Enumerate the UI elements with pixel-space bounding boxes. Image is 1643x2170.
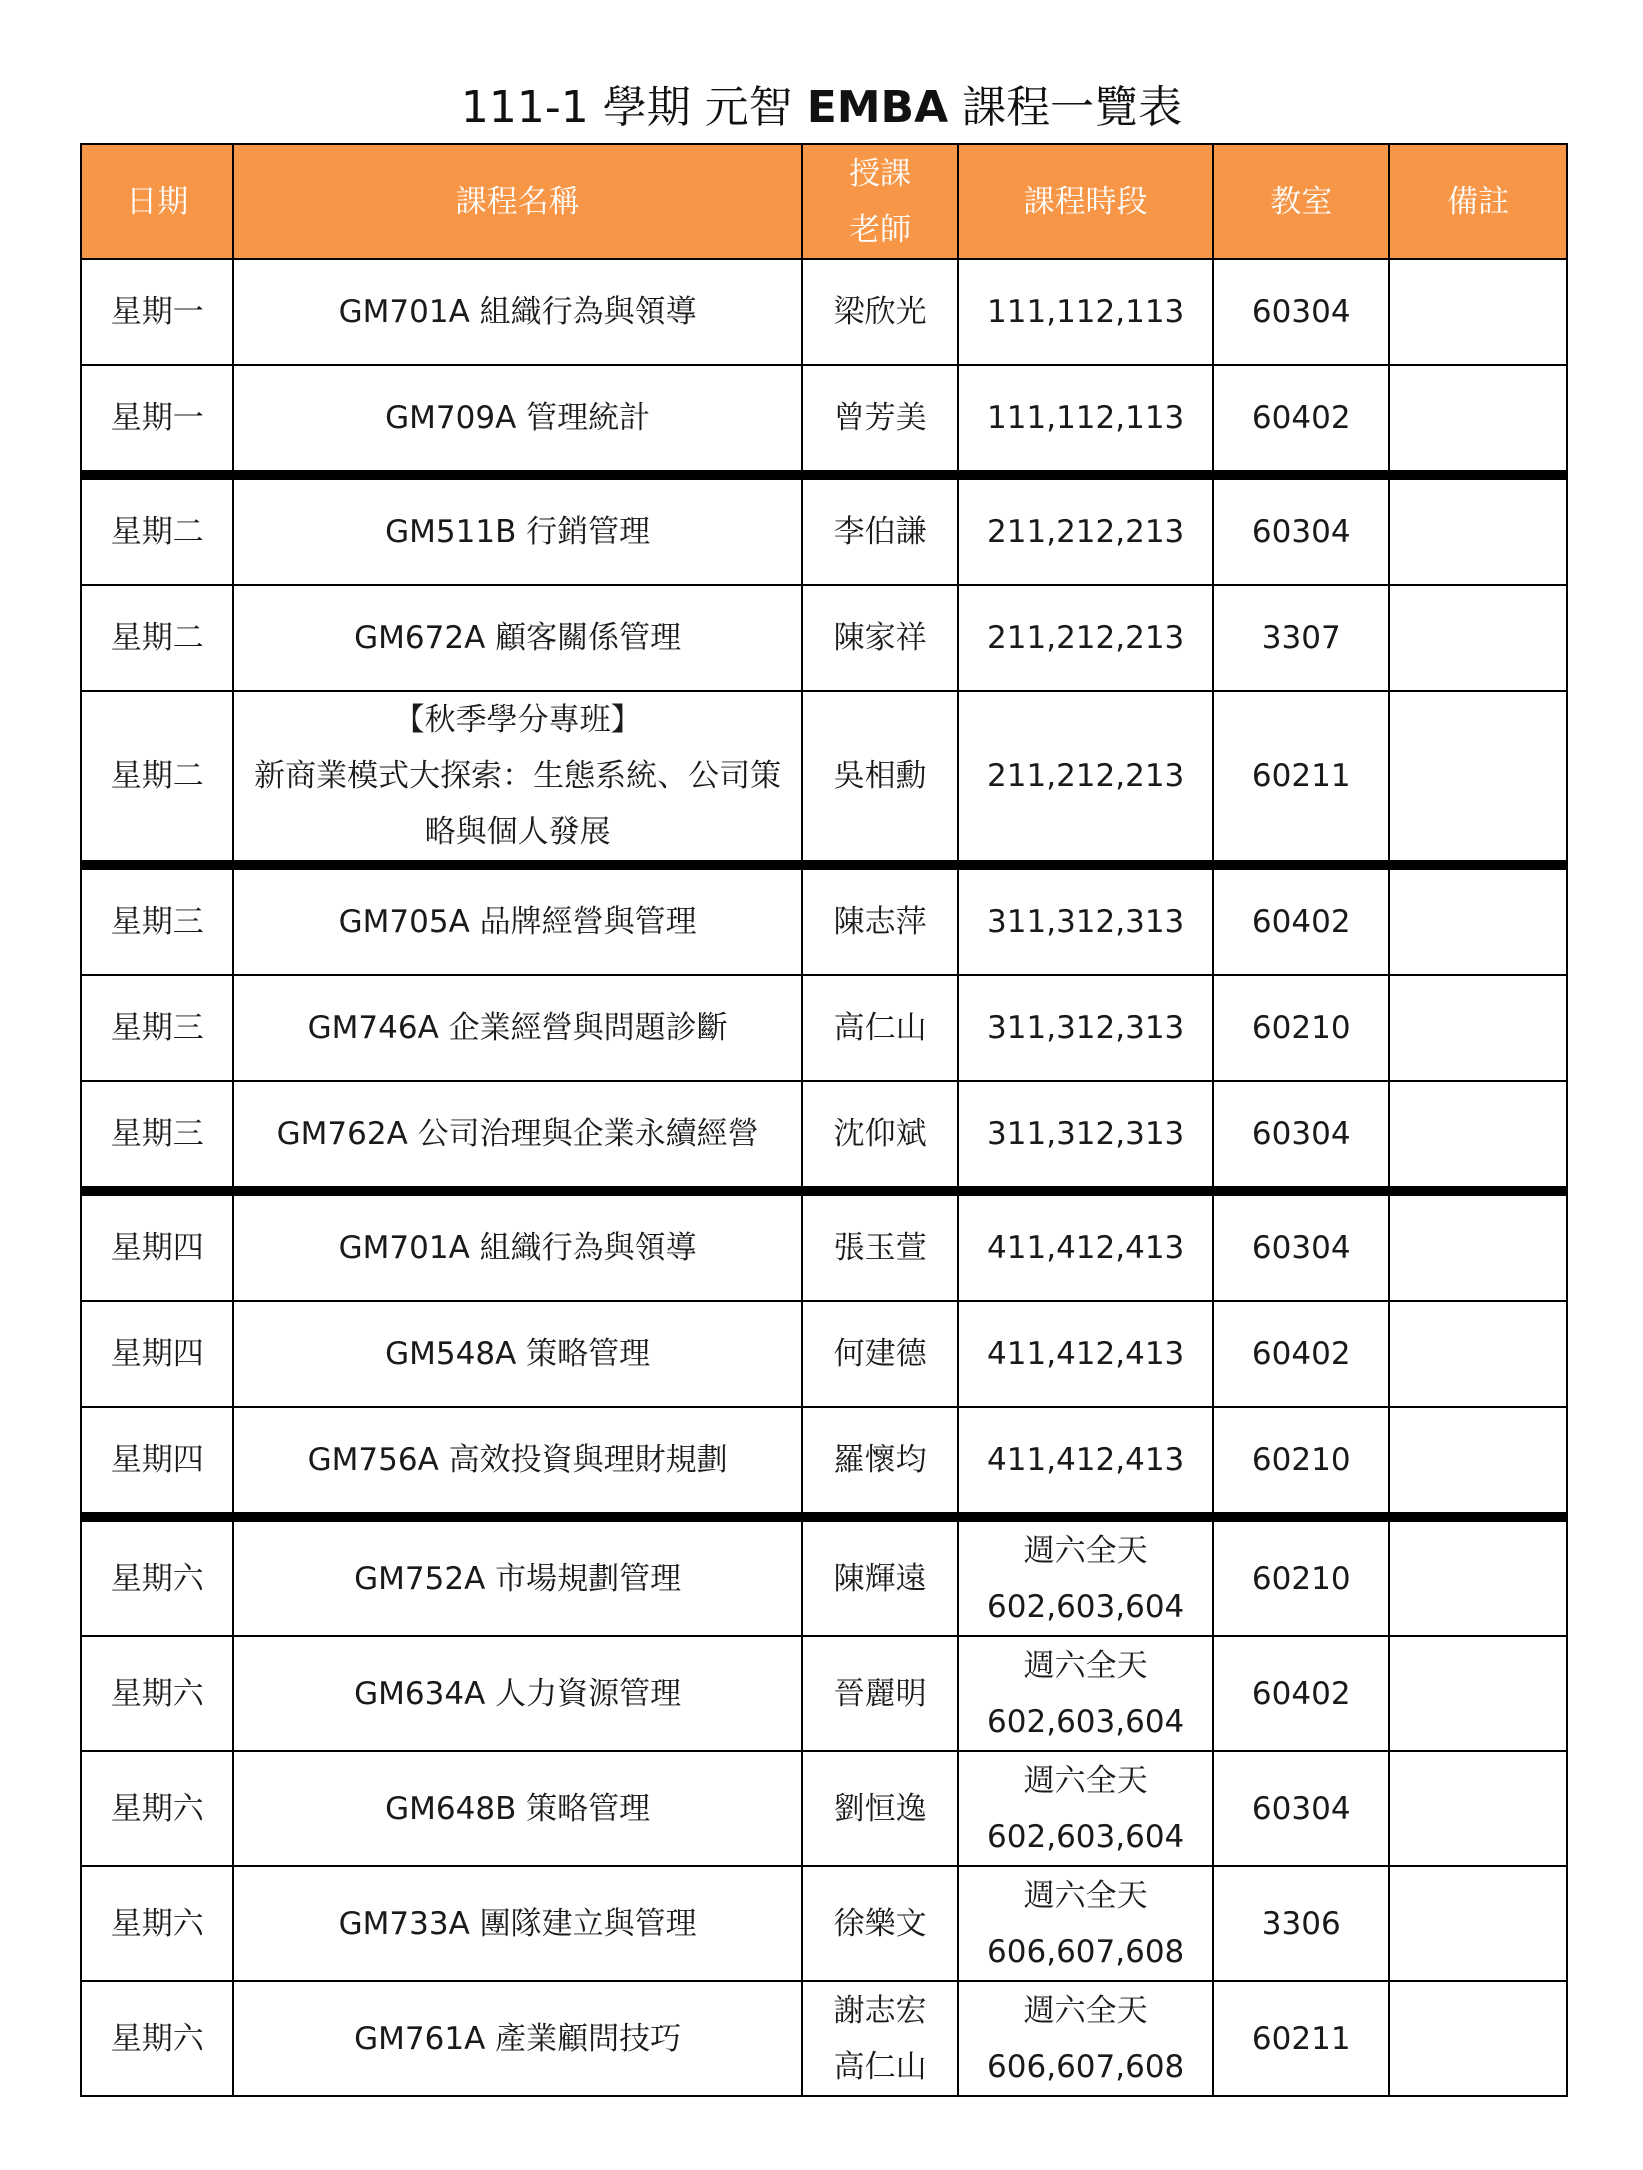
classroom-cell: 60304 [1213, 259, 1389, 365]
note-cell [1389, 1081, 1567, 1191]
classroom-cell: 3306 [1213, 1866, 1389, 1981]
course-name-line: GM634A 人力資源管理 [354, 1675, 682, 1712]
period-line: 211,212,213 [987, 620, 1185, 656]
note-cell [1389, 865, 1567, 975]
day-cell: 星期一 [81, 365, 233, 475]
teacher-cell [802, 259, 958, 365]
classroom-cell: 60211 [1213, 691, 1389, 865]
header-day: 日期 [81, 144, 233, 259]
table-row [81, 1636, 1567, 1751]
teacher-cell [802, 475, 958, 585]
day-cell: 星期六 [81, 1866, 233, 1981]
teacher-cell [802, 865, 958, 975]
note-cell [1389, 1636, 1567, 1751]
classroom-cell: 60304 [1213, 475, 1389, 585]
period-cell [958, 1636, 1213, 1751]
period-line: 週六全天 [1023, 1532, 1148, 1569]
header-room: 教室 [1213, 144, 1389, 259]
course-name-line: GM511B 行銷管理 [385, 514, 651, 550]
period-line: 週六全天 [1023, 1877, 1148, 1914]
teacher-cell [802, 1981, 958, 2096]
teacher-name: 何建德 [833, 1336, 927, 1372]
course-name-line: 【秋季學分專班】 [393, 702, 642, 738]
teacher-name: 吳相勳 [833, 758, 927, 794]
period-cell [958, 1866, 1213, 1981]
teacher-name: 李伯謙 [833, 514, 927, 550]
teacher-cell [802, 1751, 958, 1866]
note-cell [1389, 1517, 1567, 1636]
period-line: 602,603,604 [987, 1818, 1185, 1855]
period-line: 602,603,604 [987, 1588, 1185, 1625]
header-teacher [802, 144, 958, 259]
period-cell [958, 475, 1213, 585]
day-cell: 星期四 [81, 1301, 233, 1407]
teacher-name: 劉恒逸 [833, 1790, 927, 1827]
classroom-cell: 60210 [1213, 1407, 1389, 1517]
note-cell [1389, 259, 1567, 365]
course-name-line: GM701A 組織行為與領導 [338, 294, 697, 330]
day-cell: 星期六 [81, 1517, 233, 1636]
table-row [81, 1751, 1567, 1866]
period-cell [958, 1301, 1213, 1407]
period-cell [958, 1407, 1213, 1517]
table-row [81, 1301, 1567, 1407]
table-row [81, 1191, 1567, 1301]
period-line: 602,603,604 [987, 1703, 1185, 1740]
period-cell [958, 1191, 1213, 1301]
course-name-cell [233, 1981, 802, 2096]
title-suffix: 課程一覽表 [962, 82, 1183, 133]
day-cell: 星期二 [81, 691, 233, 865]
table-row [81, 585, 1567, 691]
period-line: 111,112,113 [987, 400, 1185, 436]
teacher-name: 陳家祥 [833, 620, 927, 656]
teacher-name: 高仁山 [833, 2048, 927, 2085]
course-name-cell [233, 1301, 802, 1407]
teacher-name: 謝志宏 [833, 1992, 927, 2029]
classroom-cell: 60304 [1213, 1081, 1389, 1191]
course-name-cell [233, 1866, 802, 1981]
period-line: 411,412,413 [987, 1442, 1185, 1478]
note-cell [1389, 1866, 1567, 1981]
table-row [81, 1081, 1567, 1191]
title-prefix: 111-1 學期 元智 [460, 82, 793, 133]
course-name-cell [233, 1636, 802, 1751]
teacher-cell [802, 975, 958, 1081]
day-cell: 星期一 [81, 259, 233, 365]
table-body [81, 259, 1567, 2096]
course-name-cell [233, 365, 802, 475]
course-name-line: GM709A 管理統計 [385, 400, 651, 436]
note-cell [1389, 1407, 1567, 1517]
period-line: 311,312,313 [987, 904, 1185, 940]
period-line: 606,607,608 [987, 1933, 1185, 1970]
teacher-cell [802, 1407, 958, 1517]
course-name-line: 新商業模式大探索：生態系統、公司策 [254, 758, 782, 794]
course-name-line: GM752A 市場規劃管理 [354, 1560, 682, 1597]
day-cell: 星期三 [81, 1081, 233, 1191]
teacher-cell [802, 1081, 958, 1191]
period-line: 311,312,313 [987, 1010, 1185, 1046]
table-row [81, 865, 1567, 975]
period-line: 211,212,213 [987, 514, 1185, 550]
teacher-name: 曾芳美 [833, 400, 927, 436]
course-name-line: GM648B 策略管理 [385, 1790, 651, 1827]
classroom-cell: 60211 [1213, 1981, 1389, 2096]
teacher-name: 晉麗明 [833, 1675, 927, 1712]
day-cell: 星期二 [81, 475, 233, 585]
table-row [81, 1407, 1567, 1517]
period-line: 311,312,313 [987, 1116, 1185, 1152]
teacher-cell [802, 1636, 958, 1751]
period-cell [958, 259, 1213, 365]
table-row [81, 1981, 1567, 2096]
course-name-line: GM762A 公司治理與企業永續經營 [276, 1116, 759, 1152]
teacher-name: 陳輝遠 [833, 1560, 927, 1597]
header-teacher-line2: 老師 [849, 211, 912, 248]
note-cell [1389, 475, 1567, 585]
course-name-line: GM672A 顧客關係管理 [354, 620, 682, 656]
note-cell [1389, 365, 1567, 475]
course-name-cell [233, 1751, 802, 1866]
period-line: 411,412,413 [987, 1336, 1185, 1372]
course-name-line: GM548A 策略管理 [385, 1336, 651, 1372]
table-row [81, 365, 1567, 475]
course-name-cell [233, 1191, 802, 1301]
course-name-cell [233, 259, 802, 365]
classroom-cell: 60402 [1213, 865, 1389, 975]
classroom-cell: 60402 [1213, 365, 1389, 475]
day-cell: 星期六 [81, 1751, 233, 1866]
period-line: 411,412,413 [987, 1230, 1185, 1266]
note-cell [1389, 1981, 1567, 2096]
course-name-cell [233, 975, 802, 1081]
teacher-cell [802, 365, 958, 475]
note-cell [1389, 585, 1567, 691]
course-name-cell [233, 691, 802, 865]
teacher-name: 張玉萱 [833, 1230, 927, 1266]
header-course: 課程名稱 [233, 144, 802, 259]
header-note: 備註 [1389, 144, 1567, 259]
day-cell: 星期六 [81, 1981, 233, 2096]
course-name-line: 略與個人發展 [424, 814, 611, 850]
course-name-line: GM746A 企業經營與問題診斷 [307, 1010, 728, 1046]
teacher-cell [802, 1866, 958, 1981]
classroom-cell: 60402 [1213, 1301, 1389, 1407]
period-cell [958, 365, 1213, 475]
table-row [81, 691, 1567, 865]
course-name-line: GM761A 產業顧問技巧 [354, 2020, 682, 2057]
note-cell [1389, 1301, 1567, 1407]
period-line: 週六全天 [1023, 1647, 1148, 1684]
course-name-cell [233, 475, 802, 585]
teacher-cell [802, 1301, 958, 1407]
table-row [81, 259, 1567, 365]
title-emba: EMBA [806, 82, 949, 133]
day-cell: 星期三 [81, 865, 233, 975]
table-row [81, 475, 1567, 585]
course-schedule-table [80, 143, 1568, 2097]
course-name-line: GM756A 高效投資與理財規劃 [307, 1442, 728, 1478]
period-line: 111,112,113 [987, 294, 1185, 330]
classroom-cell: 60304 [1213, 1191, 1389, 1301]
course-name-line: GM701A 組織行為與領導 [338, 1230, 697, 1266]
period-cell [958, 1751, 1213, 1866]
period-cell [958, 1081, 1213, 1191]
classroom-cell: 60210 [1213, 1517, 1389, 1636]
table-row [81, 975, 1567, 1081]
period-line: 週六全天 [1023, 1992, 1148, 2029]
teacher-cell [802, 1191, 958, 1301]
page-title [0, 78, 1643, 138]
day-cell: 星期二 [81, 585, 233, 691]
header-period: 課程時段 [958, 144, 1213, 259]
course-name-cell [233, 1407, 802, 1517]
day-cell: 星期六 [81, 1636, 233, 1751]
teacher-name: 陳志萍 [833, 904, 927, 940]
teacher-name: 高仁山 [833, 1010, 927, 1046]
teacher-cell [802, 691, 958, 865]
classroom-cell: 60402 [1213, 1636, 1389, 1751]
teacher-cell [802, 1517, 958, 1636]
teacher-name: 沈仰斌 [833, 1116, 927, 1152]
classroom-cell: 60304 [1213, 1751, 1389, 1866]
period-line: 606,607,608 [987, 2048, 1185, 2085]
note-cell [1389, 975, 1567, 1081]
table-row [81, 1517, 1567, 1636]
course-name-cell [233, 865, 802, 975]
period-cell [958, 975, 1213, 1081]
period-line: 週六全天 [1023, 1762, 1148, 1799]
note-cell [1389, 1191, 1567, 1301]
course-name-cell [233, 585, 802, 691]
teacher-name: 梁欣光 [833, 294, 927, 330]
teacher-name: 徐樂文 [833, 1905, 927, 1942]
classroom-cell: 60210 [1213, 975, 1389, 1081]
course-name-cell [233, 1081, 802, 1191]
period-line: 211,212,213 [987, 758, 1185, 794]
course-name-cell [233, 1517, 802, 1636]
classroom-cell: 3307 [1213, 585, 1389, 691]
period-cell [958, 691, 1213, 865]
course-name-line: GM705A 品牌經營與管理 [338, 904, 697, 940]
day-cell: 星期四 [81, 1407, 233, 1517]
teacher-cell [802, 585, 958, 691]
period-cell [958, 865, 1213, 975]
period-cell [958, 585, 1213, 691]
header-teacher-line1: 授課 [849, 155, 912, 192]
course-name-line: GM733A 團隊建立與管理 [338, 1905, 697, 1942]
teacher-name: 羅懷均 [833, 1442, 927, 1478]
note-cell [1389, 691, 1567, 865]
day-cell: 星期四 [81, 1191, 233, 1301]
period-cell [958, 1517, 1213, 1636]
day-cell: 星期三 [81, 975, 233, 1081]
table-row [81, 1866, 1567, 1981]
period-cell [958, 1981, 1213, 2096]
header-row [81, 144, 1567, 259]
note-cell [1389, 1751, 1567, 1866]
